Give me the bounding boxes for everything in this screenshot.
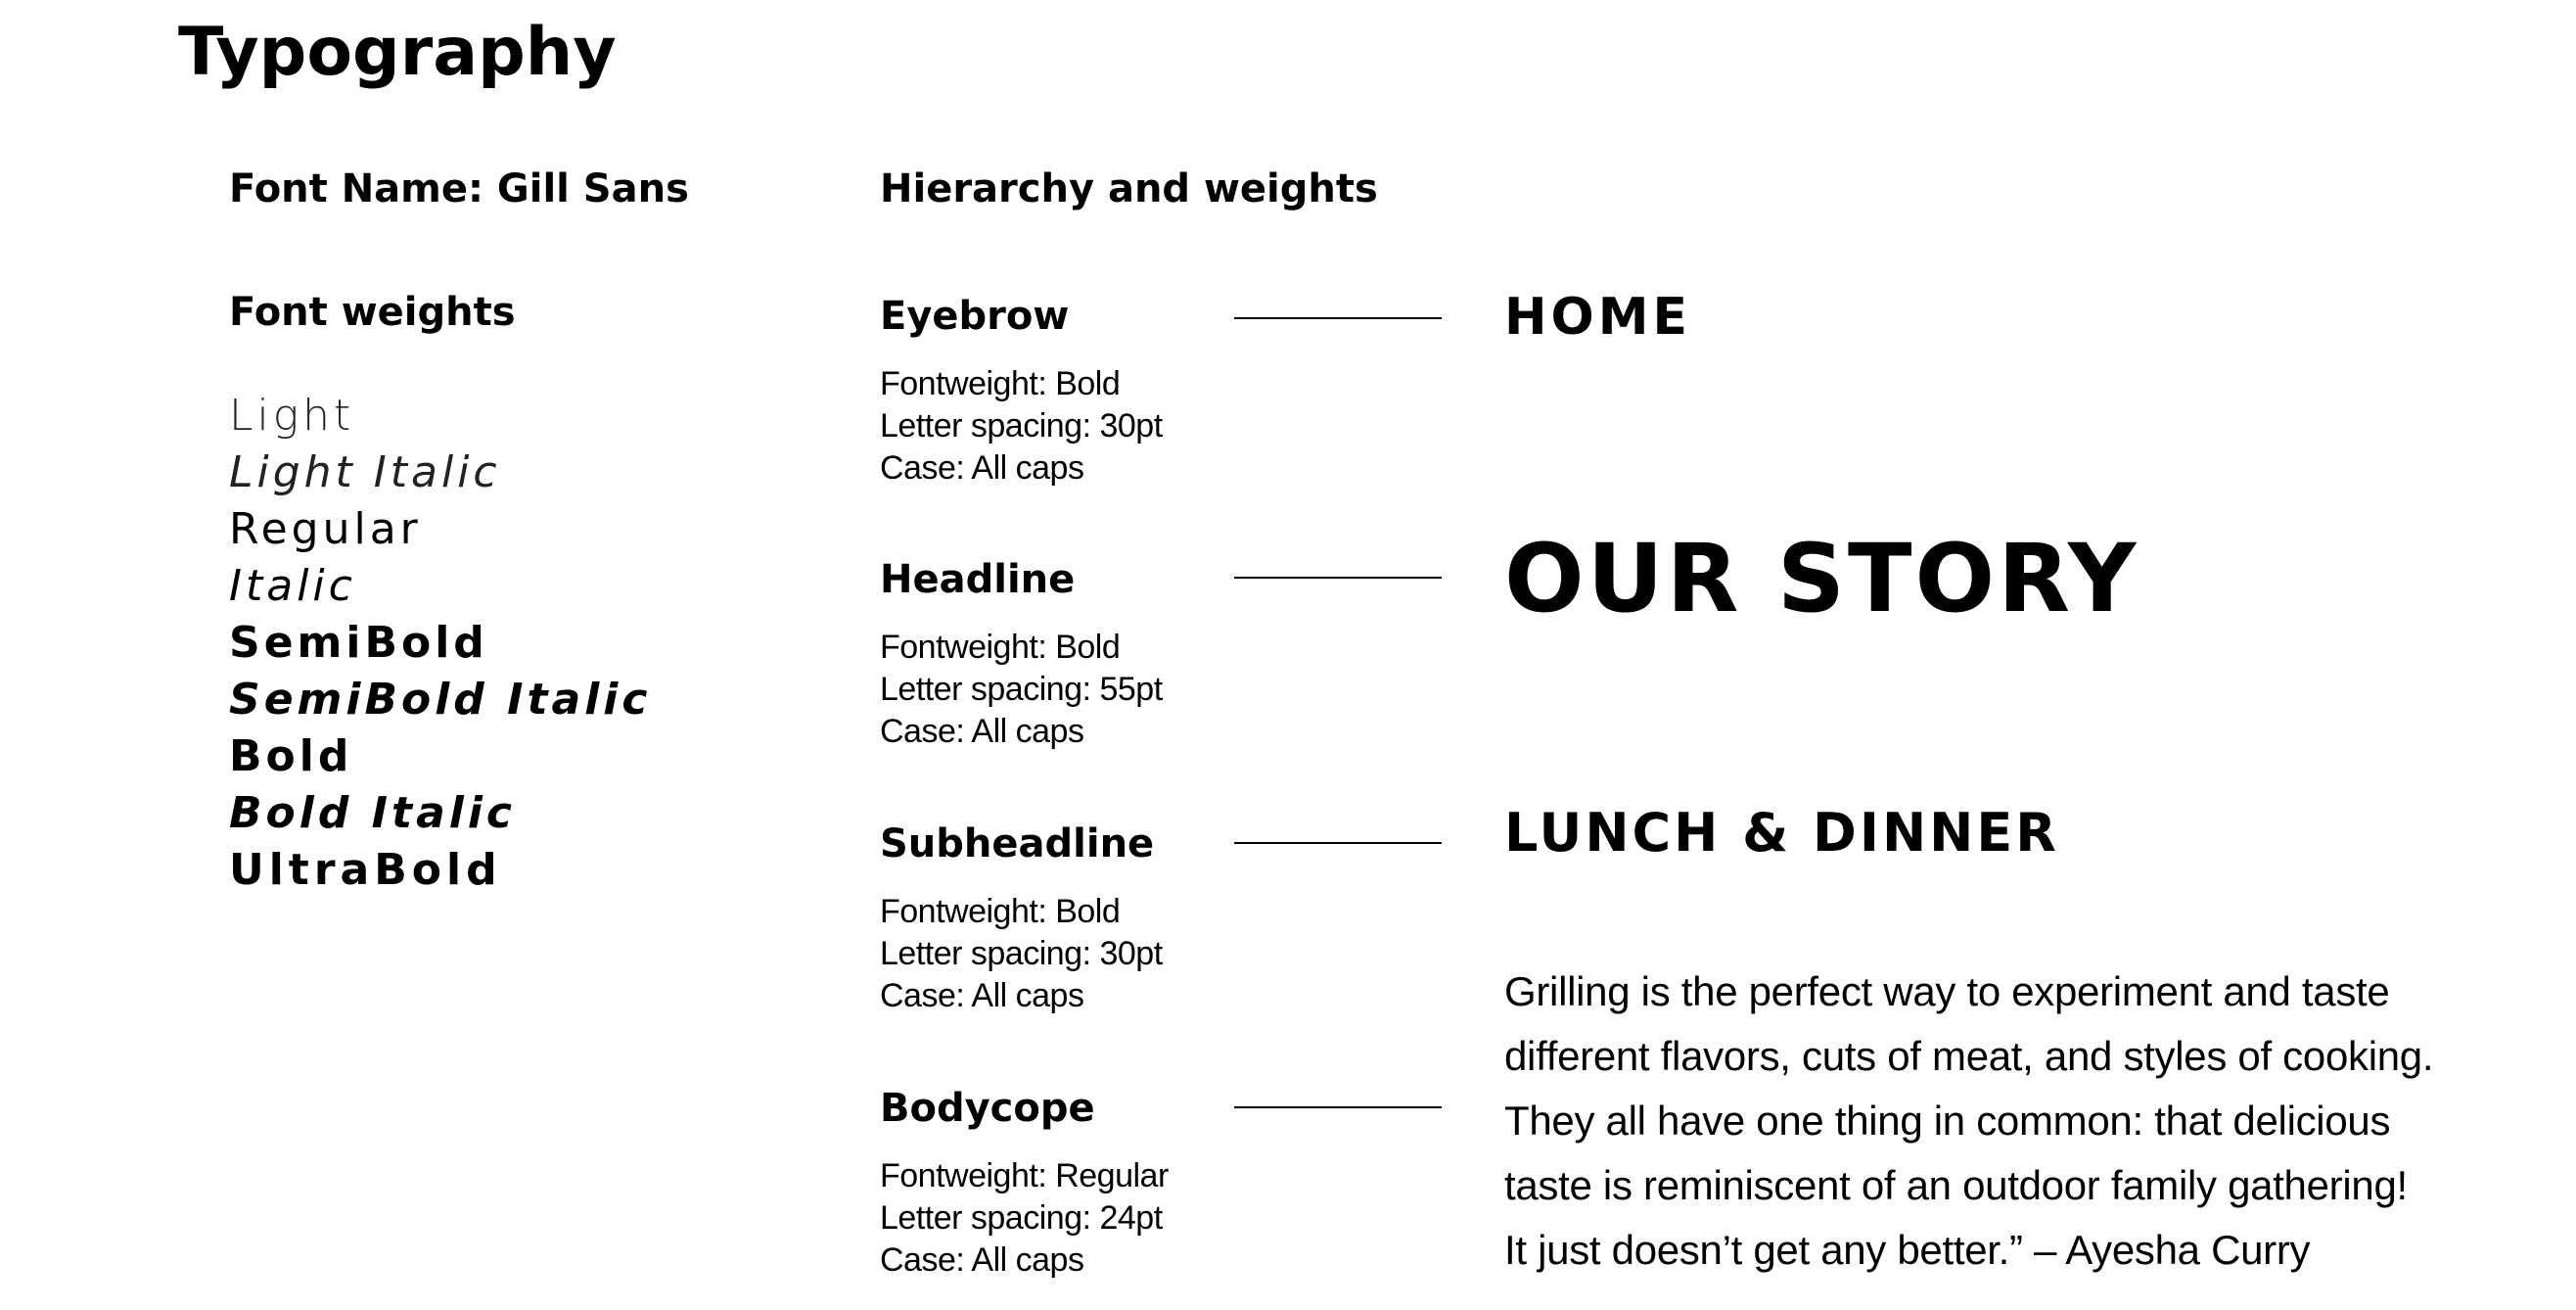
spec-letter-spacing: Letter spacing: 30pt bbox=[880, 407, 1163, 444]
sample-bodycopy-line: different flavors, cuts of meat, and styles of cooking. bbox=[1504, 1033, 2434, 1079]
sample-bodycopy-line: taste is reminiscent of an outdoor family gathering! bbox=[1504, 1162, 2408, 1208]
weight-italic: Italic bbox=[229, 561, 356, 611]
connector-line-eyebrow bbox=[1234, 317, 1442, 319]
spec-fontweight: Fontweight: Bold bbox=[880, 629, 1121, 666]
level-name-subheadline: Subheadline bbox=[880, 821, 1155, 866]
sample-subheadline: LUNCH & DINNER bbox=[1504, 802, 2059, 864]
spec-fontweight: Fontweight: Bold bbox=[880, 893, 1121, 930]
font-name-heading: Font Name: Gill Sans bbox=[229, 166, 689, 211]
level-name-eyebrow: Eyebrow bbox=[880, 294, 1070, 339]
level-name-headline: Headline bbox=[880, 557, 1076, 602]
spec-case: Case: All caps bbox=[880, 977, 1084, 1014]
spec-case: Case: All caps bbox=[880, 449, 1084, 487]
weight-semibold-italic: SemiBold Italic bbox=[229, 675, 652, 725]
connector-line-bodycope bbox=[1234, 1106, 1442, 1108]
spec-letter-spacing: Letter spacing: 24pt bbox=[880, 1199, 1163, 1237]
level-name-bodycope: Bodycope bbox=[880, 1086, 1095, 1131]
weight-ultrabold: UltraBold bbox=[229, 845, 502, 895]
font-weights-heading: Font weights bbox=[229, 290, 516, 335]
spec-letter-spacing: Letter spacing: 30pt bbox=[880, 935, 1163, 972]
sample-headline: OUR STORY bbox=[1504, 524, 2139, 633]
weight-regular: Regular bbox=[229, 504, 422, 554]
page-title: Typography bbox=[178, 14, 617, 91]
font-weights-list bbox=[229, 388, 651, 899]
sample-bodycopy-line: It just doesn’t get any better.” – Ayesha Curry bbox=[1504, 1227, 2311, 1273]
sample-bodycopy-line: They all have one thing in common: that delicious bbox=[1504, 1098, 2391, 1144]
spec-letter-spacing: Letter spacing: 55pt bbox=[880, 671, 1163, 708]
weight-bold: Bold bbox=[229, 731, 353, 781]
spec-case: Case: All caps bbox=[880, 713, 1084, 750]
weight-light: Light bbox=[229, 391, 355, 441]
connector-line-headline bbox=[1234, 577, 1442, 579]
spec-case: Case: All caps bbox=[880, 1241, 1084, 1279]
sample-eyebrow: HOME bbox=[1504, 288, 1691, 347]
weight-light-italic: Light Italic bbox=[229, 447, 501, 497]
spec-fontweight: Fontweight: Bold bbox=[880, 365, 1121, 402]
spec-fontweight: Fontweight: Regular bbox=[880, 1157, 1169, 1194]
weight-semibold: SemiBold bbox=[229, 618, 488, 668]
sample-bodycopy bbox=[1504, 959, 2433, 1283]
connector-line-subheadline bbox=[1234, 842, 1442, 844]
sample-bodycopy-line: Grilling is the perfect way to experiment and taste bbox=[1504, 968, 2390, 1014]
weight-bold-italic: Bold Italic bbox=[229, 788, 517, 838]
hierarchy-heading: Hierarchy and weights bbox=[880, 166, 1378, 211]
